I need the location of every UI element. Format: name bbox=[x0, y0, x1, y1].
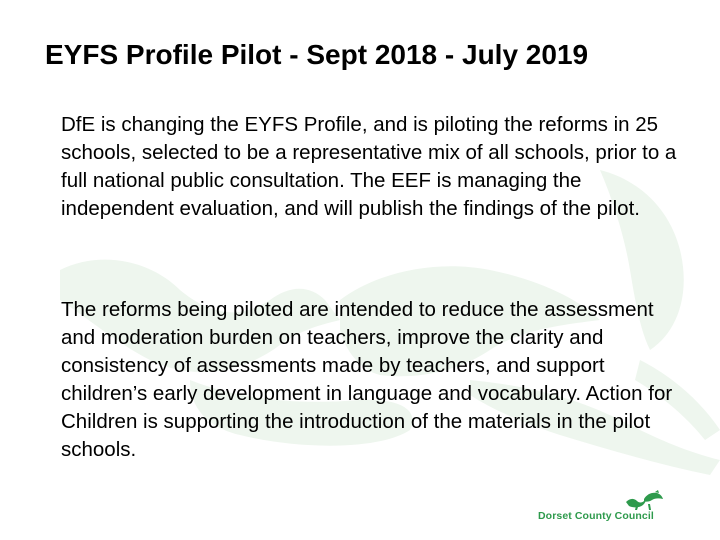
paragraph-reforms-aims: The reforms being piloted are intended to reduce the assessment and moderation burden on teachers, improve the clarity and consistency of assessments made by teachers, and support children’s early development in language and vocabulary. Action for Children is supporting the introduction of the materials in the pilot schools. bbox=[61, 298, 673, 461]
dorset-county-council-logo bbox=[538, 490, 668, 526]
paragraph-pilot-overview: DfE is changing the EYFS Profile, and is piloting the reforms in 25 schools, selected to be a representative mix of all schools, prior to a full national public consultation. The EEF is managing the independent evaluation, and will publish the findings of the pilot. bbox=[61, 113, 677, 220]
logo-text: Dorset County Council bbox=[538, 510, 654, 522]
slide-title: EYFS Profile Pilot - Sept 2018 - July 2019 bbox=[45, 39, 589, 70]
wyvern-icon bbox=[624, 490, 664, 510]
